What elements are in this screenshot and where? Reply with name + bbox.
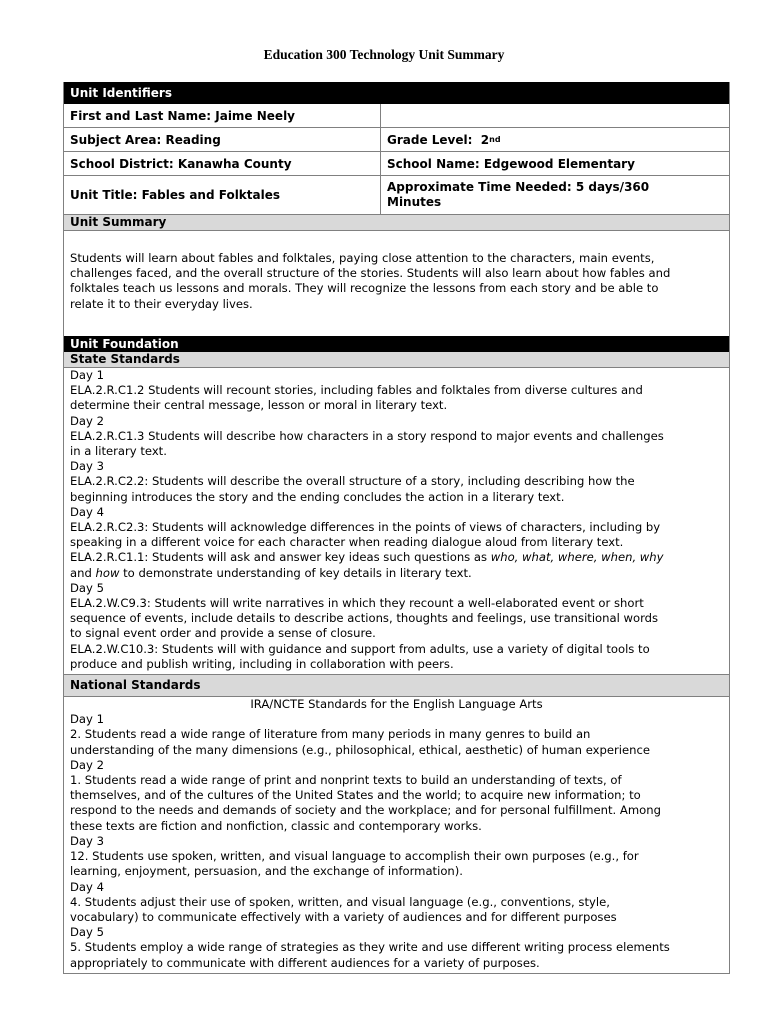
national-standard-line: learning, enjoyment, persuasion, and the exchange of information). (70, 864, 463, 879)
summary-line: challenges faced, and the overall structure of the stories. Students will also learn about how fables and (70, 266, 671, 281)
state-standard-line: ELA.2.R.C2.3: Students will acknowledge differences in the points of views of characters, including by (70, 520, 661, 535)
state-standard-line: ELA.2.W.C10.3: Students will with guidance and support from adults, use a variety of digital tools to (70, 641, 650, 656)
state-standard-line: produce and publish writing, including in collaboration with peers. (70, 656, 454, 671)
approximate-time-line-1: Approximate Time Needed: 5 days/360 (387, 180, 650, 194)
state-standard-line: to signal event order and provide a sense of closure. (70, 626, 376, 641)
approximate-time-line-2: Minutes (387, 195, 442, 209)
national-standard-line: these texts are fiction and nonfiction, classic and contemporary works. (70, 818, 482, 833)
district-row (64, 152, 729, 176)
ask-questions-italic: who, what, where, when, why (490, 550, 664, 565)
unit-identifiers-header: Unit Identifiers (64, 82, 729, 104)
national-standard-line: 5. Students employ a wide range of strategies as they write and use different writing process elements (70, 940, 670, 955)
national-standard-line: Day 4 (70, 879, 104, 894)
state-standard-line: speaking in a different voice for each character when reading dialogue aloud from literary text. (70, 535, 624, 550)
state-standard-line: ELA.2.R.C2.2: Students will describe the overall structure of a story, including describing how the (70, 474, 635, 489)
state-standard-line: ELA.2.R.C1.3 Students will describe how characters in a story respond to major events and challenges (70, 428, 664, 443)
national-standard-line: respond to the needs and demands of society and the workplace; and for personal fulfillment. Among (70, 803, 661, 818)
unit-summary-header: Unit Summary (64, 215, 729, 231)
state-standard-line: determine their central message, lesson or moral in literary text. (70, 398, 448, 413)
national-standard-line: understanding of the many dimensions (e.g., philosophical, ethical, aesthetic) of human experience (70, 742, 650, 757)
state-standard-line: Day 4 (70, 504, 104, 519)
ask-how-italic: how (95, 565, 120, 580)
state-standard-line (70, 550, 723, 565)
state-standard-line: Day 3 (70, 459, 104, 474)
national-standard-line: vocabulary) to communicate effectively with a variety of audiences and for different purposes (70, 909, 617, 924)
teacher-name: First and Last Name: Jaime Neely (64, 104, 381, 127)
state-standard-line: beginning introduces the story and the ending concludes the action in a literary text. (70, 489, 565, 504)
national-standards-subtitle: IRA/NCTE Standards for the English Language Arts (250, 697, 543, 712)
national-standards-text (64, 697, 729, 973)
national-standard-line: 12. Students use spoken, written, and visual language to accomplish their own purposes (e.g., for (70, 849, 639, 864)
ask-text: ELA.2.R.C1.1: Students will ask and answer key ideas such questions as (70, 550, 491, 565)
subject-row (64, 128, 729, 152)
name-row (64, 104, 729, 128)
state-standard-line: Day 2 (70, 413, 104, 428)
national-standard-line: themselves, and of the cultures of the United States and the world; to acquire new information; to (70, 788, 641, 803)
document-title: Education 300 Technology Unit Summary (263, 47, 505, 62)
national-standard-line: Day 3 (70, 833, 104, 848)
national-standard-line: 1. Students read a wide range of print and nonprint texts to build an understanding of texts, of (70, 773, 622, 788)
state-standard-line: ELA.2.W.C9.3: Students will write narratives in which they recount a well-elaborated event or short (70, 596, 644, 611)
state-standard-line (70, 566, 723, 581)
school-name: School Name: Edgewood Elementary (387, 156, 635, 171)
state-standards-text (64, 368, 729, 675)
summary-line: folktales teach us lessons and morals. They will recognize the lessons from each story and be able to (70, 281, 659, 296)
grade-level-label: Grade Level: 2 (387, 132, 490, 147)
summary-line: relate it to their everyday lives. (70, 296, 253, 311)
state-standards-header: State Standards (64, 352, 729, 368)
unit-foundation-header: Unit Foundation (64, 336, 729, 352)
school-district: School District: Kanawha County (64, 152, 381, 175)
state-standard-line: Day 5 (70, 580, 104, 595)
grade-level: Grade Level: 2 nd (387, 132, 501, 147)
ask-text: to demonstrate understanding of key details in literary text. (119, 565, 472, 580)
national-standards-header: National Standards (64, 675, 729, 697)
national-standard-line: Day 5 (70, 925, 104, 940)
summary-line: Students will learn about fables and folktales, paying close attention to the characters, main events, (70, 251, 655, 265)
state-standard-line: ELA.2.R.C1.2 Students will recount stories, including fables and folktales from diverse cultures and (70, 383, 643, 398)
national-standard-line: appropriately to communicate with different audiences for a variety of purposes. (70, 955, 540, 970)
unit-title: Unit Title: Fables and Folktales (64, 176, 381, 214)
unit-summary-text (64, 231, 729, 336)
national-standard-line: 2. Students read a wide range of literature from many periods in many genres to build an (70, 727, 591, 742)
approximate-time (381, 176, 729, 214)
ask-text: and (70, 565, 96, 580)
national-standard-line: 4. Students adjust their use of spoken, written, and visual language (e.g., conventions, style, (70, 894, 610, 909)
national-standard-line: Day 1 (70, 712, 104, 727)
name-row-empty-cell (381, 104, 729, 127)
state-standard-line: in a literary text. (70, 444, 167, 459)
state-standard-line: sequence of events, include details to describe actions, thoughts and feelings, use transitional words (70, 611, 659, 626)
national-standard-line: Day 2 (70, 757, 104, 772)
unit-title-row (64, 176, 729, 215)
state-standard-line: Day 1 (70, 368, 104, 382)
unit-summary-table (63, 82, 730, 974)
subject-area: Subject Area: Reading (64, 128, 381, 151)
